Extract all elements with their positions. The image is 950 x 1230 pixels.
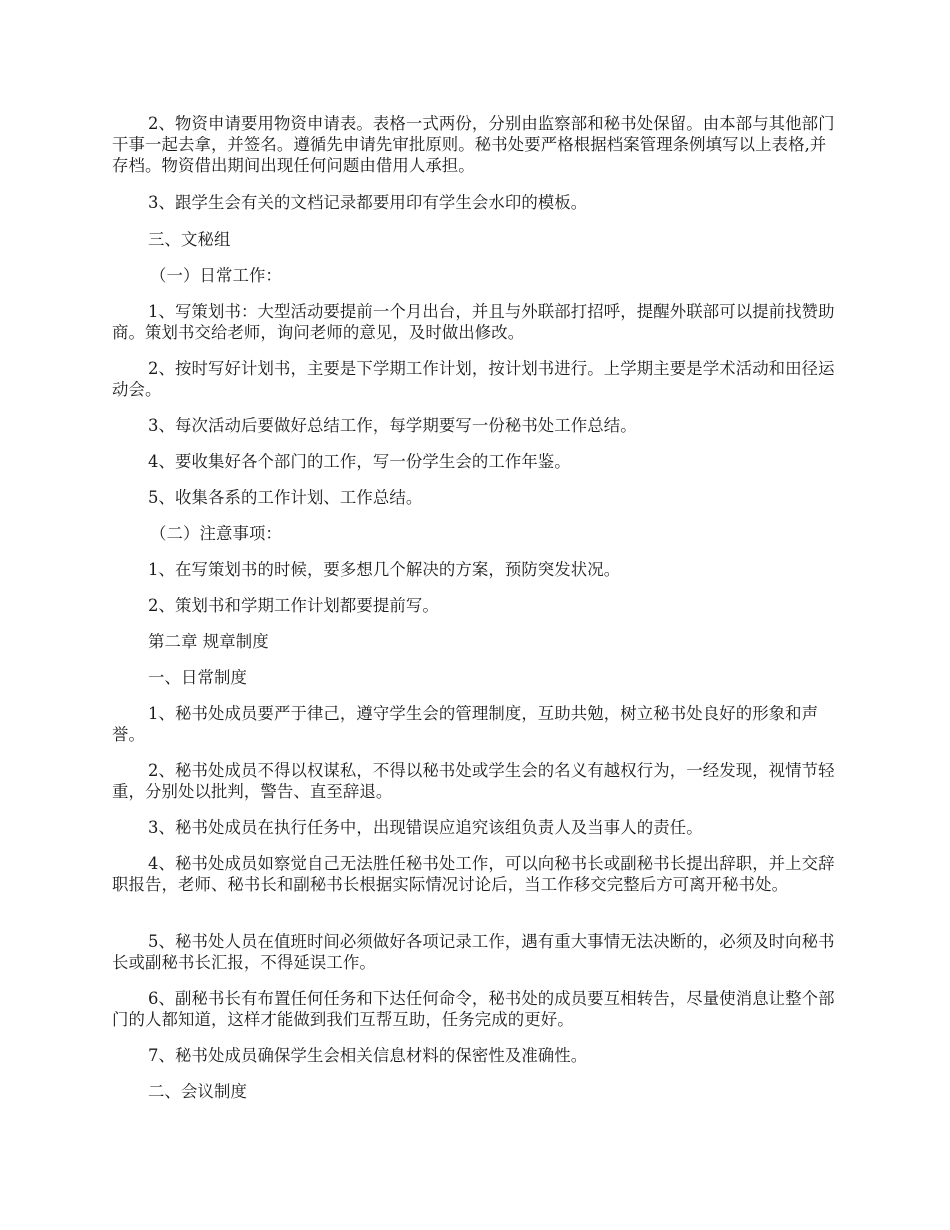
- paragraph-rule-5: 5、秘书处人员在值班时间必须做好各项记录工作，遇有重大事情无法决断的，必须及时向秘书长或副秘书长汇报，不得延误工作。: [112, 932, 835, 972]
- paragraph-write-early: 2、策划书和学期工作计划都要提前写。: [148, 596, 439, 615]
- paragraph-rule-3: 3、秘书处成员在执行任务中，出现错误应追究该组负责人及当事人的责任。: [148, 818, 703, 837]
- paragraph-rule-7: 7、秘书处成员确保学生会相关信息材料的保密性及准确性。: [148, 1046, 588, 1065]
- subsection-heading-daily-work: （一）日常工作：: [150, 266, 282, 285]
- paragraph-contingency: 1、在写策划书的时候，要多想几个解决的方案，预防突发状况。: [148, 560, 621, 579]
- paragraph-rule-4: 4、秘书处成员如察觉自己无法胜任秘书处工作，可以向秘书长或副秘书长提出辞职，并上交辞职报告，老师、秘书长和副秘书长根据实际情况讨论后，当工作移交完整后方可离开秘书处。: [112, 854, 835, 894]
- subsection-heading-notes: （二）注意事项：: [150, 524, 282, 543]
- paragraph-yearbook: 4、要收集好各个部门的工作，写一份学生会的工作年鉴。: [148, 452, 571, 471]
- chapter-heading-rules: 第二章 规章制度: [148, 632, 269, 651]
- paragraph-rule-2: 2、秘书处成员不得以权谋私，不得以秘书处或学生会的名义有越权行为，一经发现，视情节轻重，分别处以批判，警告、直至辞退。: [112, 761, 835, 801]
- section-heading-secretarial-group: 三、文秘组: [148, 230, 231, 249]
- paragraph-rule-6: 6、副秘书长有布置任何任务和下达任何命令，秘书处的成员要互相转告，尽量使消息让整个部门的人都知道，这样才能做到我们互帮互助，任务完成的更好。: [112, 989, 835, 1029]
- section-heading-daily-rules: 一、日常制度: [148, 668, 247, 687]
- paragraph-rule-1: 1、秘书处成员要严于律己，遵守学生会的管理制度，互助共勉，树立秘书处良好的形象和声誉。: [112, 704, 819, 744]
- section-heading-meeting-rules: 二、会议制度: [148, 1082, 247, 1101]
- paragraph-write-plan: 1、写策划书：大型活动要提前一个月出台，并且与外联部打招呼，提醒外联部可以提前找赞助商。策划书交给老师，询问老师的意见，及时做出修改。: [112, 302, 835, 342]
- paragraph-materials-application: 2、物资申请要用物资申请表。表格一式两份，分别由监察部和秘书处保留。由本部与其他部门干事一起去拿，并签名。遵循先申请先审批原则。秘书处要严格根据档案管理条例填写以上表格,并存档。物资借出期间出现任何问题由借用人承担。: [112, 114, 835, 175]
- paragraph-collect-plans: 5、收集各系的工作计划、工作总结。: [148, 488, 423, 507]
- paragraph-watermark-template: 3、跟学生会有关的文档记录都要用印有学生会水印的模板。: [148, 193, 588, 212]
- paragraph-work-plan: 2、按时写好计划书，主要是下学期工作计划，按计划书进行。上学期主要是学术活动和田径运动会。: [112, 359, 835, 399]
- paragraph-summary: 3、每次活动后要做好总结工作，每学期要写一份秘书处工作总结。: [148, 416, 637, 435]
